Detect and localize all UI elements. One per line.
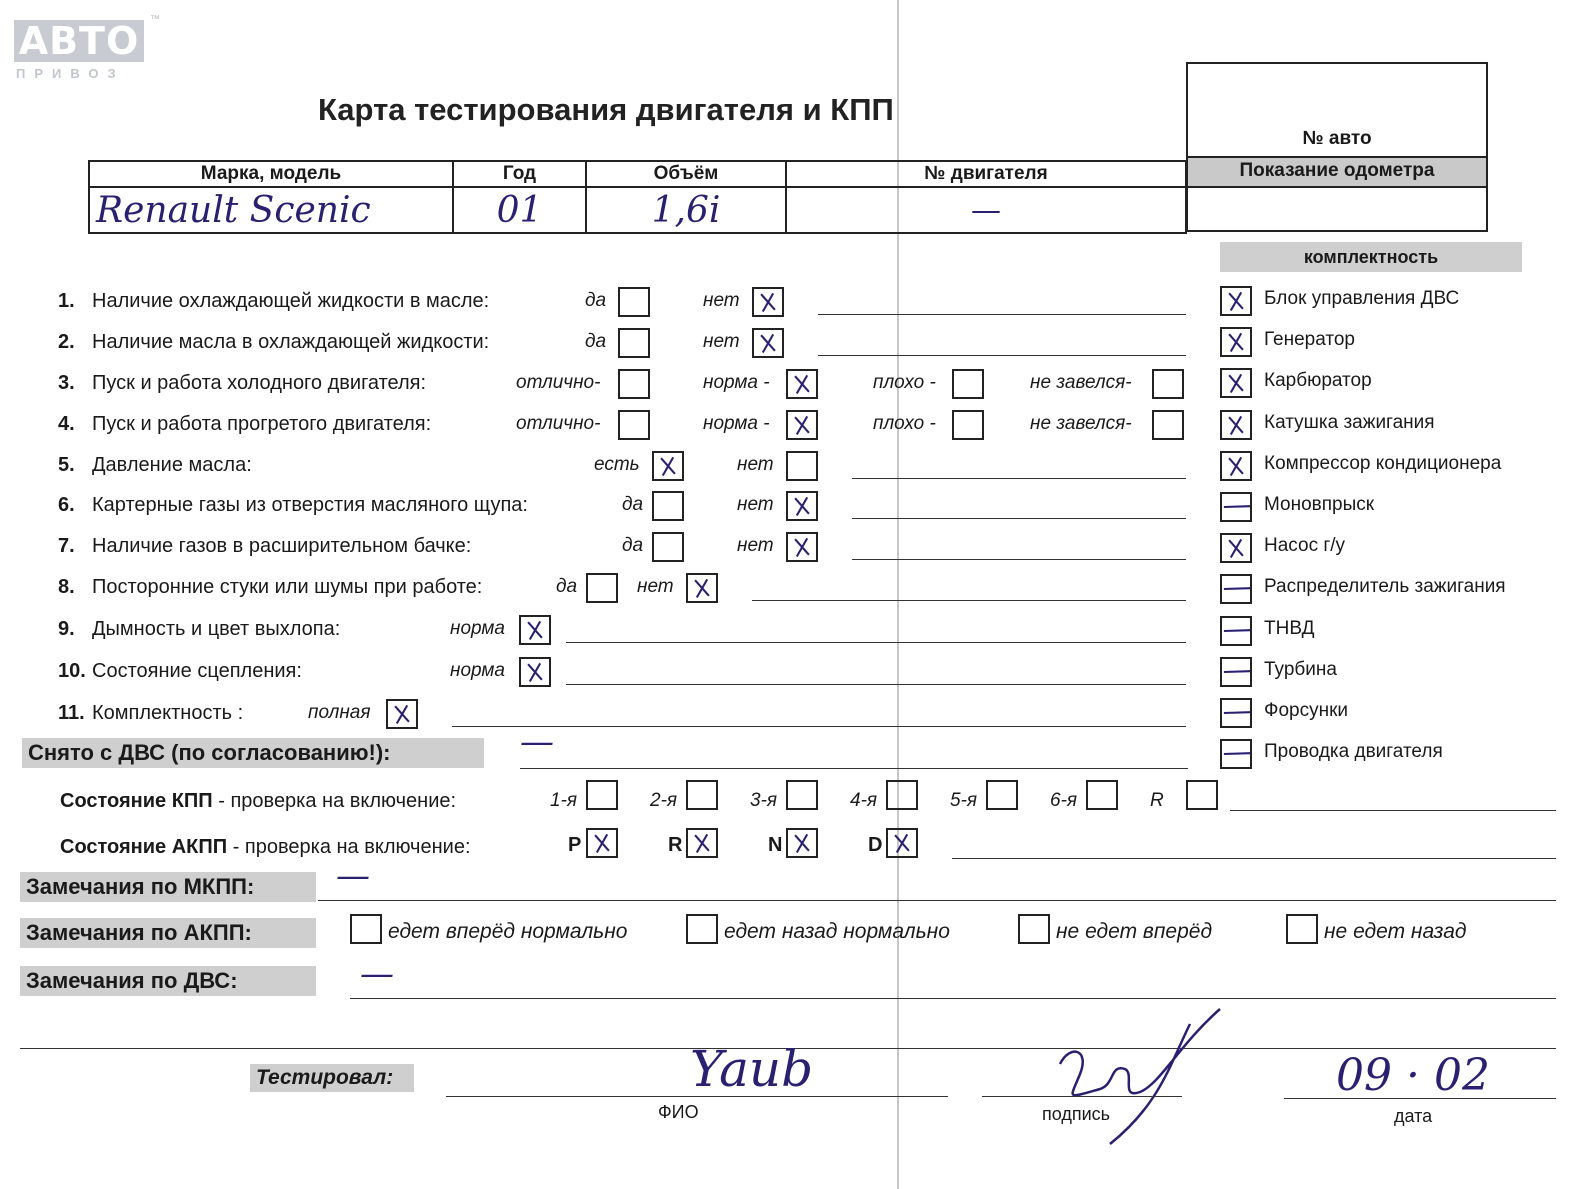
col-year: Год bbox=[453, 161, 586, 187]
signature bbox=[1040, 1004, 1240, 1154]
check-option-label: да bbox=[585, 331, 607, 352]
check-option-label: норма bbox=[450, 618, 505, 639]
check-label: Наличие масла в охлаждающей жидкости: bbox=[92, 331, 490, 353]
komplekt-checkbox[interactable] bbox=[1220, 739, 1252, 769]
gear-checkbox[interactable] bbox=[786, 780, 818, 810]
col-engine-number: № двигателя bbox=[786, 161, 1186, 187]
check-option-checkbox[interactable] bbox=[618, 328, 650, 358]
akpp-remark-label: едет вперёд нормально bbox=[388, 920, 628, 943]
check-answer-line bbox=[852, 518, 1186, 519]
date-label: дата bbox=[1394, 1106, 1433, 1126]
check-number: 8. bbox=[58, 576, 75, 598]
gear-label: 4-я bbox=[850, 790, 878, 811]
check-answer-line bbox=[566, 684, 1186, 685]
check-option-label: нет bbox=[703, 331, 740, 352]
mkpp-remarks-value: — bbox=[336, 856, 370, 896]
kpp-line bbox=[1230, 810, 1556, 811]
komplekt-checkbox[interactable] bbox=[1220, 327, 1252, 357]
akpp-mode-label: P bbox=[568, 834, 582, 856]
check-option-checkbox[interactable] bbox=[386, 699, 418, 729]
akpp-remark-checkbox[interactable] bbox=[1286, 914, 1318, 944]
gear-checkbox[interactable] bbox=[1086, 780, 1118, 810]
check-option-checkbox[interactable] bbox=[786, 532, 818, 562]
gear-checkbox[interactable] bbox=[586, 780, 618, 810]
col-make-model: Марка, модель bbox=[89, 161, 453, 187]
check-label: Комплектность : bbox=[92, 702, 244, 724]
komplekt-item-label: Генератор bbox=[1264, 329, 1355, 351]
fio-line bbox=[446, 1096, 948, 1097]
check-option-label: нет bbox=[737, 454, 774, 475]
check-option-label: нет bbox=[637, 576, 674, 597]
dvs-remarks-label: Замечания по ДВС: bbox=[20, 966, 316, 996]
akpp-mode-checkbox[interactable] bbox=[886, 828, 918, 858]
kpp-label: Состояние КПП - проверка на включение: bbox=[60, 790, 457, 812]
year-value: 01 bbox=[453, 187, 586, 233]
check-option-label: нет bbox=[737, 535, 774, 556]
check-label: Дымность и цвет выхлопа: bbox=[92, 618, 341, 640]
gear-label: 1-я bbox=[550, 790, 578, 811]
auto-number-box bbox=[1186, 62, 1488, 232]
date-handwritten: 09 · 02 bbox=[1336, 1050, 1490, 1101]
check-option-label: норма - bbox=[703, 372, 770, 393]
akpp-remark-label: не едет назад bbox=[1324, 920, 1467, 943]
check-answer-line bbox=[818, 314, 1186, 315]
check-option-checkbox[interactable] bbox=[519, 615, 551, 645]
check-option-label: да bbox=[622, 494, 644, 515]
fio-label: ФИО bbox=[658, 1102, 699, 1122]
check-option-checkbox[interactable] bbox=[618, 410, 650, 440]
check-answer-line bbox=[752, 600, 1186, 601]
check-answer-line bbox=[852, 559, 1186, 560]
check-answer-line bbox=[852, 478, 1186, 479]
komplekt-item-label: Проводка двигателя bbox=[1264, 741, 1443, 763]
check-label: Пуск и работа холодного двигателя: bbox=[92, 372, 427, 394]
komplekt-checkbox[interactable] bbox=[1220, 410, 1252, 440]
mkpp-remarks-line bbox=[318, 900, 1556, 901]
komplekt-item-label: Компрессор кондиционера bbox=[1264, 452, 1502, 474]
auto-number-label: № авто bbox=[1302, 128, 1372, 149]
check-option-checkbox[interactable] bbox=[1152, 369, 1184, 399]
komplekt-checkbox[interactable] bbox=[1220, 368, 1252, 398]
akpp-line bbox=[952, 858, 1556, 859]
mkpp-remarks-label: Замечания по МКПП: bbox=[20, 872, 316, 902]
check-option-label: нет bbox=[703, 290, 740, 311]
komplekt-checkbox[interactable] bbox=[1220, 286, 1252, 316]
signature-line bbox=[982, 1096, 1182, 1097]
komplekt-checkbox[interactable] bbox=[1220, 657, 1252, 687]
akpp-remark-label: едет назад нормально bbox=[724, 920, 950, 943]
komplekt-item-label: Форсунки bbox=[1264, 700, 1348, 721]
check-option-label: полная bbox=[308, 702, 371, 723]
komplekt-item-label: Распределитель зажигания bbox=[1264, 576, 1506, 598]
check-option-checkbox[interactable] bbox=[652, 532, 684, 562]
komplekt-item-label: Блок управления ДВС bbox=[1264, 288, 1460, 309]
check-label: Состояние сцепления: bbox=[92, 660, 302, 682]
page-title: Карта тестирования двигателя и КПП bbox=[318, 92, 894, 127]
check-option-label: отлично- bbox=[516, 413, 601, 434]
komplektnost-title: комплектность bbox=[1220, 242, 1522, 272]
check-option-checkbox[interactable] bbox=[618, 369, 650, 399]
akpp-mode-label: R bbox=[668, 834, 683, 856]
check-answer-line bbox=[566, 642, 1186, 643]
check-option-checkbox[interactable] bbox=[652, 451, 684, 481]
vehicle-header-table bbox=[88, 160, 1187, 234]
gear-label: 5-я bbox=[950, 790, 978, 811]
check-option-label: не завелся- bbox=[1030, 372, 1132, 393]
komplekt-checkbox[interactable] bbox=[1220, 451, 1252, 481]
removed-value: — bbox=[520, 722, 554, 762]
gear-label: 6-я bbox=[1050, 790, 1078, 811]
logo-subtitle: ПРИВОЗ bbox=[16, 66, 125, 81]
removed-label: Снято с ДВС (по согласованию!): bbox=[22, 738, 484, 768]
komplekt-checkbox[interactable] bbox=[1220, 533, 1252, 563]
check-number: 9. bbox=[58, 618, 75, 640]
logo-trademark: ™ bbox=[150, 14, 160, 25]
komplekt-item-label: Турбина bbox=[1264, 658, 1337, 680]
check-answer-line bbox=[452, 726, 1186, 727]
check-option-checkbox[interactable] bbox=[786, 491, 818, 521]
akpp-mode-label: D bbox=[868, 834, 883, 856]
gear-label: 3-я bbox=[750, 790, 778, 811]
avtoprivoz-logo bbox=[14, 14, 164, 84]
akpp-mode-checkbox[interactable] bbox=[586, 828, 618, 858]
check-number: 5. bbox=[58, 454, 75, 476]
check-number: 3. bbox=[58, 372, 75, 394]
check-label: Наличие газов в расширительном бачке: bbox=[92, 535, 472, 557]
check-label: Давление масла: bbox=[92, 454, 252, 476]
check-option-label: норма bbox=[450, 660, 505, 681]
check-option-checkbox[interactable] bbox=[786, 410, 818, 440]
check-option-checkbox[interactable] bbox=[686, 573, 718, 603]
check-option-checkbox[interactable] bbox=[786, 369, 818, 399]
akpp-remark-checkbox[interactable] bbox=[1018, 914, 1050, 944]
check-label: Посторонние стуки или шумы при работе: bbox=[92, 576, 483, 598]
komplekt-item-label: Насос г/у bbox=[1264, 535, 1346, 557]
check-option-label: плохо - bbox=[873, 413, 936, 434]
check-option-label: плохо - bbox=[873, 372, 936, 393]
check-option-checkbox[interactable] bbox=[652, 491, 684, 521]
check-number: 6. bbox=[58, 494, 75, 516]
komplekt-checkbox[interactable] bbox=[1220, 574, 1252, 604]
komplekt-item-label: Моновпрыск bbox=[1264, 494, 1375, 515]
komplekt-checkbox[interactable] bbox=[1220, 616, 1252, 646]
dvs-remarks-value: — bbox=[360, 954, 394, 994]
komplekt-item-label: Катушка зажигания bbox=[1264, 411, 1435, 433]
check-option-label: да bbox=[622, 535, 644, 556]
odometer-label: Показание одометра bbox=[1188, 156, 1486, 188]
akpp-mode-checkbox[interactable] bbox=[686, 828, 718, 858]
check-number: 2. bbox=[58, 331, 75, 353]
check-option-checkbox[interactable] bbox=[952, 410, 984, 440]
dvs-remarks-line bbox=[350, 998, 1556, 999]
check-option-label: нет bbox=[737, 494, 774, 515]
removed-line bbox=[520, 768, 1188, 769]
col-volume: Объём bbox=[586, 161, 786, 187]
check-option-label: да bbox=[585, 290, 607, 311]
check-option-checkbox[interactable] bbox=[618, 287, 650, 317]
check-answer-line bbox=[818, 355, 1186, 356]
akpp-remark-checkbox[interactable] bbox=[350, 914, 382, 944]
engine-number-value: — bbox=[786, 187, 1186, 233]
check-option-label: отлично- bbox=[516, 372, 601, 393]
volume-value: 1,6i bbox=[586, 187, 786, 233]
check-number: 1. bbox=[58, 290, 75, 312]
logo-brand: АВТО bbox=[14, 20, 144, 62]
komplekt-checkbox[interactable] bbox=[1220, 492, 1252, 522]
akpp-remark-label: не едет вперёд bbox=[1056, 920, 1213, 943]
check-option-checkbox[interactable] bbox=[1152, 410, 1184, 440]
make-model-value: Renault Scenic bbox=[89, 187, 453, 233]
check-option-checkbox[interactable] bbox=[786, 451, 818, 481]
check-label: Наличие охлаждающей жидкости в масле: bbox=[92, 290, 490, 312]
check-number: 7. bbox=[58, 535, 75, 557]
gear-label: 2-я bbox=[650, 790, 678, 811]
gear-checkbox[interactable] bbox=[886, 780, 918, 810]
akpp-mode-checkbox[interactable] bbox=[786, 828, 818, 858]
fio-handwritten: Yaub bbox=[690, 1040, 814, 1098]
check-label: Пуск и работа прогретого двигателя: bbox=[92, 413, 432, 435]
check-option-checkbox[interactable] bbox=[952, 369, 984, 399]
check-option-label: да bbox=[556, 576, 578, 597]
gear-label: R bbox=[1150, 790, 1164, 811]
akpp-label: Состояние АКПП - проверка на включение: bbox=[60, 836, 471, 858]
komplekt-item-label: ТНВД bbox=[1264, 617, 1315, 639]
komplekt-item-label: Карбюратор bbox=[1264, 370, 1372, 392]
signature-label: подпись bbox=[1042, 1104, 1111, 1124]
akpp-remark-checkbox[interactable] bbox=[686, 914, 718, 944]
gear-checkbox[interactable] bbox=[986, 780, 1018, 810]
check-number: 11. bbox=[58, 702, 85, 724]
date-line bbox=[1284, 1098, 1556, 1099]
tested-by-label: Тестировал: bbox=[250, 1064, 414, 1092]
check-option-checkbox[interactable] bbox=[752, 287, 784, 317]
check-number: 10. bbox=[58, 660, 86, 682]
check-option-label: не завелся- bbox=[1030, 413, 1132, 434]
check-number: 4. bbox=[58, 413, 75, 435]
check-option-checkbox[interactable] bbox=[752, 328, 784, 358]
komplekt-checkbox[interactable] bbox=[1220, 698, 1252, 728]
akpp-remarks-label: Замечания по АКПП: bbox=[20, 918, 316, 948]
check-option-checkbox[interactable] bbox=[586, 573, 618, 603]
check-label: Картерные газы из отверстия масляного щупа: bbox=[92, 494, 528, 516]
gear-checkbox[interactable] bbox=[686, 780, 718, 810]
gear-checkbox[interactable] bbox=[1186, 780, 1218, 810]
check-option-checkbox[interactable] bbox=[519, 657, 551, 687]
akpp-mode-label: N bbox=[768, 834, 783, 856]
check-option-label: норма - bbox=[703, 413, 770, 434]
check-option-label: есть bbox=[594, 454, 640, 475]
